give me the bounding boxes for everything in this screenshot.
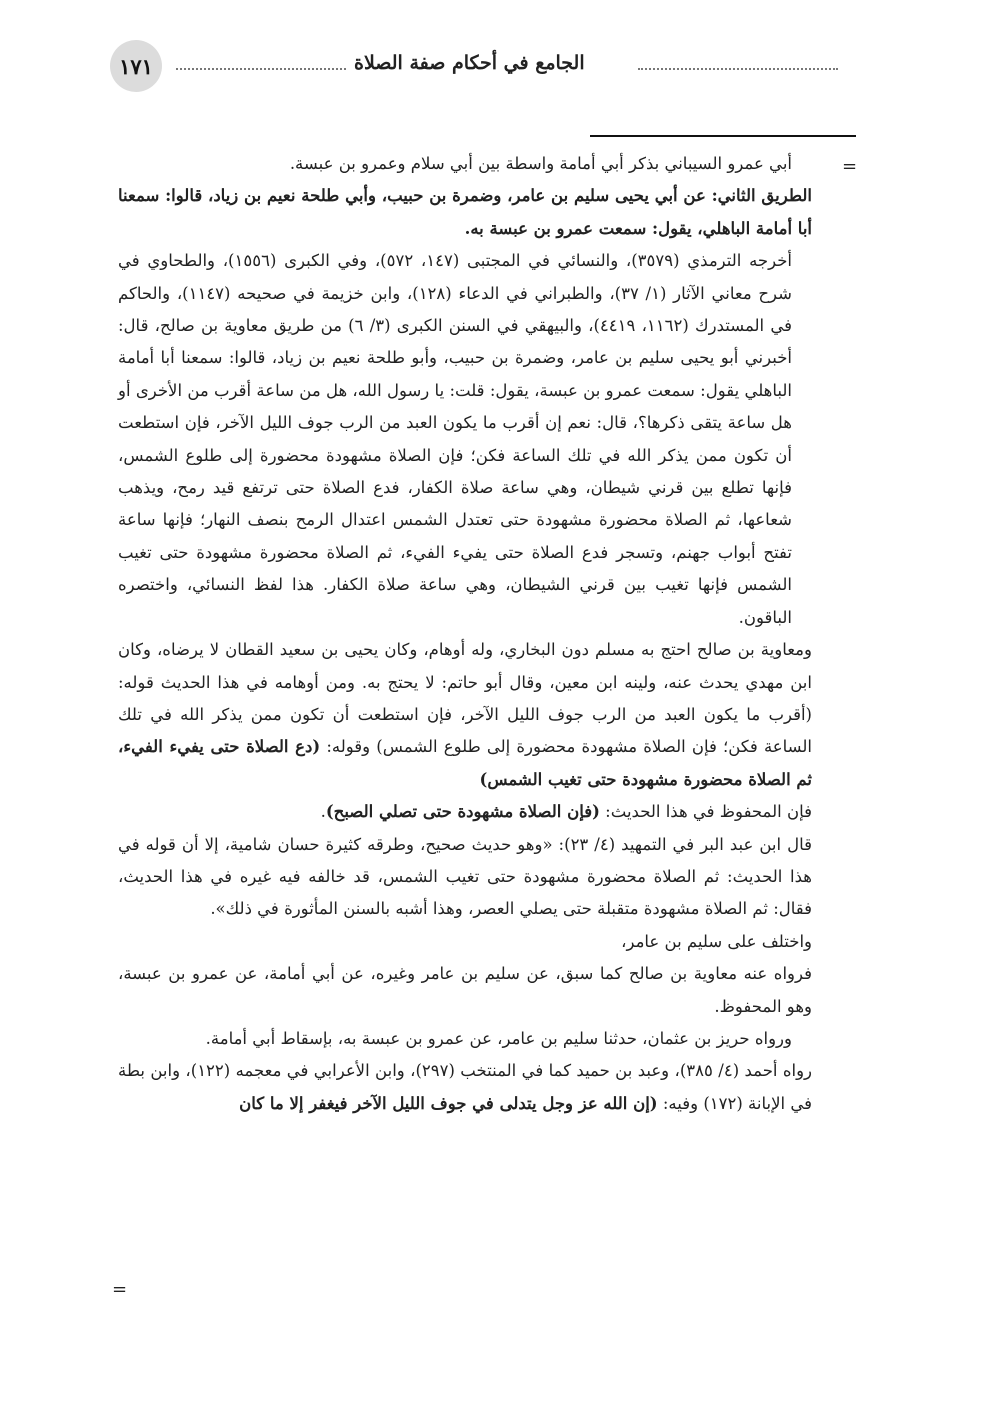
- paragraph: قال ابن عبد البر في التمهيد (٤/ ٢٣): «وهو حديث صحيح، وطرقه كثيرة حسان شامية، إلا أن قوله في هذا الحديث: ثم الصلاة محضورة مشهودة حتى تغيب الشمس، قد خالفه فيه غيره في هذا الحديث، فقال: ثم الصلاة مشهودة متقبلة حتى يصلي العصر، وهذا أشبه بالسنن المأثورة في ذلك».: [118, 834, 812, 919]
- paragraph: ومعاوية بن صالح احتج به مسلم دون البخاري، وله أوهام، وكان يحيى بن سعيد القطان لا يرضاه، وكان ابن مهدي يحدث عنه، ولينه ابن معين، وقال أبو حاتم: لا يحتج به. ومن أوهامه في هذا الحديث قوله: (أقرب ما يكون العبد من الرب جوف الليل الآخر، فإن استطعت أن تكون ممن يذكر الله في تلك الساعة فكن؛ فإن الصلاة مشهودة محضورة إلى طلوع الشمس) وقوله: (دع الصلاة حتى يفيء الفيء، ثم الصلاة محضورة مشهودة حتى تغيب الشمس): [118, 640, 812, 789]
- paragraph: واختلف على سليم بن عامر،: [621, 931, 812, 951]
- continuation-mark: =: [842, 156, 858, 177]
- paragraph: فإن المحفوظ في هذا الحديث: (فإن الصلاة مشهودة حتى تصلي الصبح).: [320, 802, 812, 822]
- paragraph: أخرجه الترمذي (٣٥٧٩)، والنسائي في المجتبى (١٤٧، ٥٧٢)، وفي الكبرى (١٥٥٦)، والطحاوي في شرح معاني الآثار (١/ ٣٧)، والطبراني في الدعاء (١٢٨)، وابن خزيمة في صحيحه (١١٤٧)، والحاكم في المستدرك (١١٦٢، ٤٤١٩)، والبيهقي في السنن الكبرى (٣/ ٦) من طريق معاوية بن صالح، قال: أخبرني أبو يحيى سليم بن عامر، وضمرة بن حبيب، وأبو طلحة نعيم بن زياد، قالوا: سمعنا أبا أمامة الباهلي يقول: سمعت عمرو بن عبسة، يقول: قلت: يا رسول الله، هل من ساعة أقرب من الأخرى أو هل ساعة يتقى ذكرها؟، قال: نعم إن أقرب ما يكون العبد من الرب جوف الليل الآخر، فإن استطعت أن تكون ممن يذكر الله في تلك الساعة فكن؛ فإن الصلاة مشهودة محضورة إلى طلوع الشمس، فإنها تطلع بين قرني شيطان، وهي ساعة صلاة الكفار، فدع الصلاة حتى ترتفع قيد رمح، ويذهب شعاعها، ثم الصلاة محضورة مشهودة حتى تعتدل الشمس اعتدال الرمح بنصف النهار؛ فإنها ساعة تفتح أبواب جهنم، وتسجر فدع الصلاة حتى يفيء الفيء، ثم الصلاة محضورة مشهودة حتى تغيب الشمس فإنها تغيب بين قرني الشيطان، وهي ساعة صلاة الكفار. هذا لفظ النسائي، واختصره الباقون.: [118, 251, 792, 627]
- footnote-separator: [590, 135, 856, 137]
- footnote-body: [118, 148, 812, 1120]
- paragraph: فرواه عنه معاوية بن صالح كما سبق، عن سليم بن عامر وغيره، عن أبي أمامة، عن عمرو بن عبسة، وهو المحفوظ.: [118, 964, 812, 1016]
- page-number: ١٧١: [110, 40, 162, 92]
- page-header: [110, 40, 850, 100]
- paragraph: الطريق الثاني: عن أبي يحيى سليم بن عامر، وضمرة بن حبيب، وأبي طلحة نعيم بن زياد، قالوا: سمعنا أبا أمامة الباهلي، يقول: سمعت عمرو بن عبسة به.: [118, 186, 812, 238]
- header-dotted-leader-left: [176, 68, 346, 70]
- paragraph: أبي عمرو السيباني بذكر أبي أمامة واسطة بين أبي سلام وعمرو بن عبسة.: [289, 154, 792, 173]
- paragraph: رواه أحمد (٤/ ٣٨٥)، وعبد بن حميد كما في المنتخب (٢٩٧)، وابن الأعرابي في معجمه (١٢٢)، وابن بطة في الإبانة (١٧٢) وفيه: (إن الله عز وجل يتدلى في جوف الليل الآخر فيغفر إلا ما كان: [118, 1061, 813, 1113]
- continues-mark: =: [112, 1279, 128, 1300]
- paragraph: ورواه حريز بن عثمان، حدثنا سليم بن عامر، عن عمرو بن عبسة به، بإسقاط أبي أمامة.: [205, 1028, 792, 1048]
- book-title: الجامع في أحكام صفة الصلاة: [354, 52, 585, 74]
- header-dotted-leader-right: [638, 68, 838, 70]
